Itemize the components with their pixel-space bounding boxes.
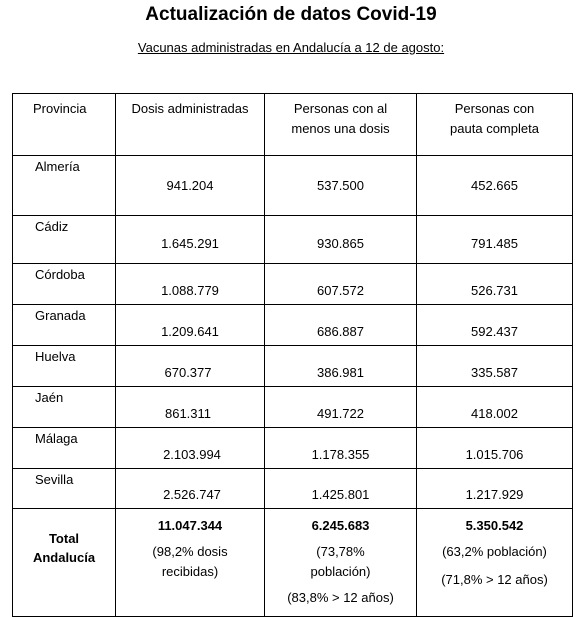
province-name: Córdoba: [35, 267, 85, 282]
table-cell: [265, 305, 417, 346]
table-cell: [13, 469, 116, 509]
table-header-row: [13, 94, 573, 156]
total-label-line2: Andalucía: [32, 550, 96, 565]
dosis-value: 2.526.747: [163, 487, 221, 502]
vaccination-table: [12, 93, 573, 617]
table-cell: [265, 156, 417, 216]
page-subtitle: Vacunas administradas en Andalucía a 12 de agosto:: [137, 40, 445, 55]
total-dosis-value: 11.047.344: [157, 518, 223, 533]
province-name: Sevilla: [35, 472, 74, 487]
dosis-value: 670.377: [164, 365, 212, 380]
pauta-value: 592.437: [471, 324, 518, 339]
province-name: Granada: [35, 308, 86, 323]
una-dosis-value: 686.887: [317, 324, 364, 339]
table-cell: [265, 216, 417, 264]
pauta-value: 526.731: [471, 283, 518, 298]
total-dosis-note: (98,2% dosis recibidas): [152, 544, 228, 579]
total-label-cell: [13, 509, 116, 617]
table-cell: [417, 264, 573, 305]
dosis-value: 861.311: [164, 406, 212, 421]
total-una-dosis-cell: [265, 509, 417, 617]
table-cell: [265, 264, 417, 305]
table-cell: [116, 428, 265, 469]
total-label-line1: Total: [48, 531, 80, 546]
pauta-value: 418.002: [471, 406, 518, 421]
total-una-dosis-note: (73,78% población): [310, 544, 371, 579]
total-pauta-cell: [417, 509, 573, 617]
table-cell: [417, 387, 573, 428]
total-row: [13, 509, 573, 617]
page-title: Actualización de datos Covid-19: [145, 4, 437, 25]
table-cell: [13, 216, 116, 264]
total-dosis-cell: [116, 509, 265, 617]
table-row: [13, 216, 573, 264]
table-cell: [417, 428, 573, 469]
total-pauta-note: (63,2% población): [442, 544, 547, 559]
total-una-dosis-value: 6.245.683: [311, 518, 370, 533]
table-cell: [13, 305, 116, 346]
table-cell: [417, 305, 573, 346]
table-cell: [116, 346, 265, 387]
province-name: Jaén: [35, 390, 64, 405]
table-cell: [13, 264, 116, 305]
total-pauta-note2: (71,8% > 12 años): [441, 572, 548, 587]
table-cell: [265, 346, 417, 387]
table-cell: [116, 305, 265, 346]
table-cell: [265, 387, 417, 428]
total-pauta-value: 5.350.542: [465, 518, 524, 533]
province-name: Almería: [35, 159, 80, 174]
header-una-dosis: Personas con al menos una dosis: [265, 94, 417, 156]
province-name: Málaga: [35, 431, 78, 446]
table-row: [13, 305, 573, 346]
table-cell: [417, 156, 573, 216]
province-name: Huelva: [35, 349, 76, 364]
dosis-value: 1.209.641: [161, 324, 219, 339]
header-pauta: Personas con pauta completa: [417, 94, 573, 156]
pauta-value: 335.587: [471, 365, 518, 380]
una-dosis-value: 386.981: [317, 365, 364, 380]
table-cell: [417, 346, 573, 387]
total-una-dosis-note2: (83,8% > 12 años): [287, 590, 394, 605]
una-dosis-value: 1.425.801: [311, 487, 370, 502]
dosis-value: 941.204: [166, 178, 214, 193]
table-cell: [116, 264, 265, 305]
pauta-value: 1.217.929: [465, 487, 524, 502]
table-cell: [116, 387, 265, 428]
dosis-value: 2.103.994: [163, 447, 221, 462]
una-dosis-value: 1.178.355: [311, 447, 370, 462]
table-cell: [13, 387, 116, 428]
province-name: Cádiz: [35, 219, 69, 234]
table-row: [13, 387, 573, 428]
table-cell: [417, 216, 573, 264]
table-cell: [116, 156, 265, 216]
table-cell: [265, 428, 417, 469]
una-dosis-value: 607.572: [317, 283, 364, 298]
table-cell: [13, 156, 116, 216]
table-row: [13, 346, 573, 387]
table-row: [13, 469, 573, 509]
dosis-value: 1.645.291: [161, 236, 219, 251]
una-dosis-value: 537.500: [317, 178, 364, 193]
header-provincia: Provincia: [13, 94, 116, 156]
pauta-value: 452.665: [471, 178, 518, 193]
table-cell: [116, 469, 265, 509]
table-row: [13, 264, 573, 305]
table-cell: [13, 346, 116, 387]
table-cell: [116, 216, 265, 264]
table-cell: [265, 469, 417, 509]
pauta-value: 1.015.706: [465, 447, 524, 462]
table-row: [13, 428, 573, 469]
table-cell: [417, 469, 573, 509]
pauta-value: 791.485: [471, 236, 518, 251]
una-dosis-value: 491.722: [317, 406, 364, 421]
una-dosis-value: 930.865: [317, 236, 364, 251]
table-cell: [13, 428, 116, 469]
dosis-value: 1.088.779: [161, 283, 219, 298]
header-dosis: Dosis administradas: [116, 94, 265, 156]
table-row: [13, 156, 573, 216]
